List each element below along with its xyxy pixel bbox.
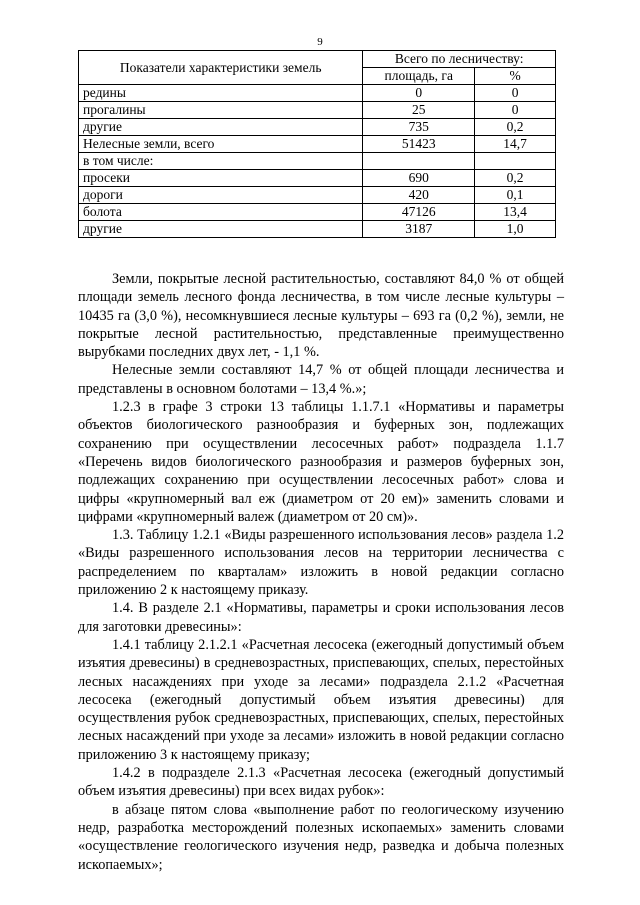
- row-label: другие: [79, 119, 363, 136]
- paragraph: 1.4.1 таблицу 2.1.2.1 «Расчетная лесосека (ежегодный допустимый объем изъятия древесины) в средневозрастных, приспевающих, спелых, перестойных лесных насаждениях при уходе за лесами» подраздела 2.1.2 «Расчетная лесосека (ежегодный допустимый объем изъятия древесины) для осуществления рубок средневозрастных, приспевающих, спелых, перестойных лесных насаждений при уходе за лесами» изложить в новой редакции согласно приложению 3 к настоящему приказу;: [78, 636, 564, 763]
- land-characteristics-table: [78, 50, 556, 238]
- header-area: площадь, га: [363, 68, 475, 85]
- paragraph: 1.2.3 в графе 3 строки 13 таблицы 1.1.7.1 «Нормативы и параметры объектов биологического разнообразия и буферных зон, подлежащих сохранению при осуществлении лесосечных работ» подраздела 1.1.7 «Перечень видов биологического разнообразия и размеров буферных зон, подлежащих сохранению при осуществлении лесосечных работ» слова и цифры «крупномерный вал еж (диаметром от 20 ем)» заменить словами и цифрами «крупномерный валеж (диаметром от 20 см)».: [78, 399, 564, 525]
- row-percent: 13,4: [475, 204, 556, 221]
- row-area: [363, 153, 475, 170]
- row-percent: 1,0: [475, 221, 556, 238]
- row-label: просеки: [79, 170, 363, 187]
- row-percent: 14,7: [475, 136, 556, 153]
- table-row: [79, 221, 556, 238]
- table-row: [79, 119, 556, 136]
- body-text: [78, 270, 564, 874]
- paragraph: 1.4. В разделе 2.1 «Нормативы, параметры и сроки использования лесов для заготовки древесины»:: [78, 600, 564, 635]
- row-percent: 0: [475, 102, 556, 119]
- table-row: [79, 136, 556, 153]
- paragraph: Земли, покрытые лесной растительностью, составляют 84,0 % от общей площади земель лесного фонда лесничества, в том числе лесные культуры – 10435 га (3,0 %), несомкнувшиеся лесные культуры – 693 га (0,2 %), земли, не покрытые лесной растительностью, представленные преимущественно вырубками последних двух лет, - 1,1 %.: [78, 271, 564, 361]
- row-area: 735: [363, 119, 475, 136]
- paragraph: 1.4.2 в подразделе 2.1.3 «Расчетная лесосека (ежегодный допустимый объем изъятия древесины) при всех видах рубок»:: [78, 765, 564, 800]
- row-area: 3187: [363, 221, 475, 238]
- row-percent: 0: [475, 85, 556, 102]
- row-percent: 0,2: [475, 119, 556, 136]
- row-label: дороги: [79, 187, 363, 204]
- table-row: [79, 204, 556, 221]
- row-label: редины: [79, 85, 363, 102]
- table-row: [79, 85, 556, 102]
- row-percent: 0,1: [475, 187, 556, 204]
- table-row: [79, 102, 556, 119]
- row-label: прогалины: [79, 102, 363, 119]
- table-row: [79, 153, 556, 170]
- header-group: Всего по лесничеству:: [363, 51, 556, 68]
- paragraph: в абзаце пятом слова «выполнение работ по геологическому изучению недр, разработка месторождений полезных ископаемых» заменить словами «осуществление геологического изучения недр, разведка и добыча полезных ископаемых»;: [78, 801, 564, 873]
- header-percent: %: [475, 68, 556, 85]
- row-area: 420: [363, 187, 475, 204]
- row-label: болота: [79, 204, 363, 221]
- row-label: другие: [79, 221, 363, 238]
- page-number: 9: [317, 36, 323, 48]
- paragraph: 1.3. Таблицу 1.2.1 «Виды разрешенного использования лесов» раздела 1.2 «Виды разрешенного использования лесов на территории лесничества с распределением по кварталам» изложить в новой редакции согласно приложению 2 к настоящему приказу.: [78, 527, 564, 599]
- row-area: 0: [363, 85, 475, 102]
- row-label: Нелесные земли, всего: [79, 136, 363, 153]
- row-area: 690: [363, 170, 475, 187]
- row-area: 47126: [363, 204, 475, 221]
- table-row: [79, 170, 556, 187]
- row-percent: 0,2: [475, 170, 556, 187]
- table-header-row: [79, 51, 556, 68]
- row-percent: [475, 153, 556, 170]
- table-row: [79, 187, 556, 204]
- row-label: в том числе:: [79, 153, 363, 170]
- paragraph: Нелесные земли составляют 14,7 % от общей площади лесничества и представлены в основном болотами – 13,4 %.»;: [78, 362, 564, 397]
- header-indicator: Показатели характеристики земель: [79, 51, 363, 85]
- row-area: 25: [363, 102, 475, 119]
- row-area: 51423: [363, 136, 475, 153]
